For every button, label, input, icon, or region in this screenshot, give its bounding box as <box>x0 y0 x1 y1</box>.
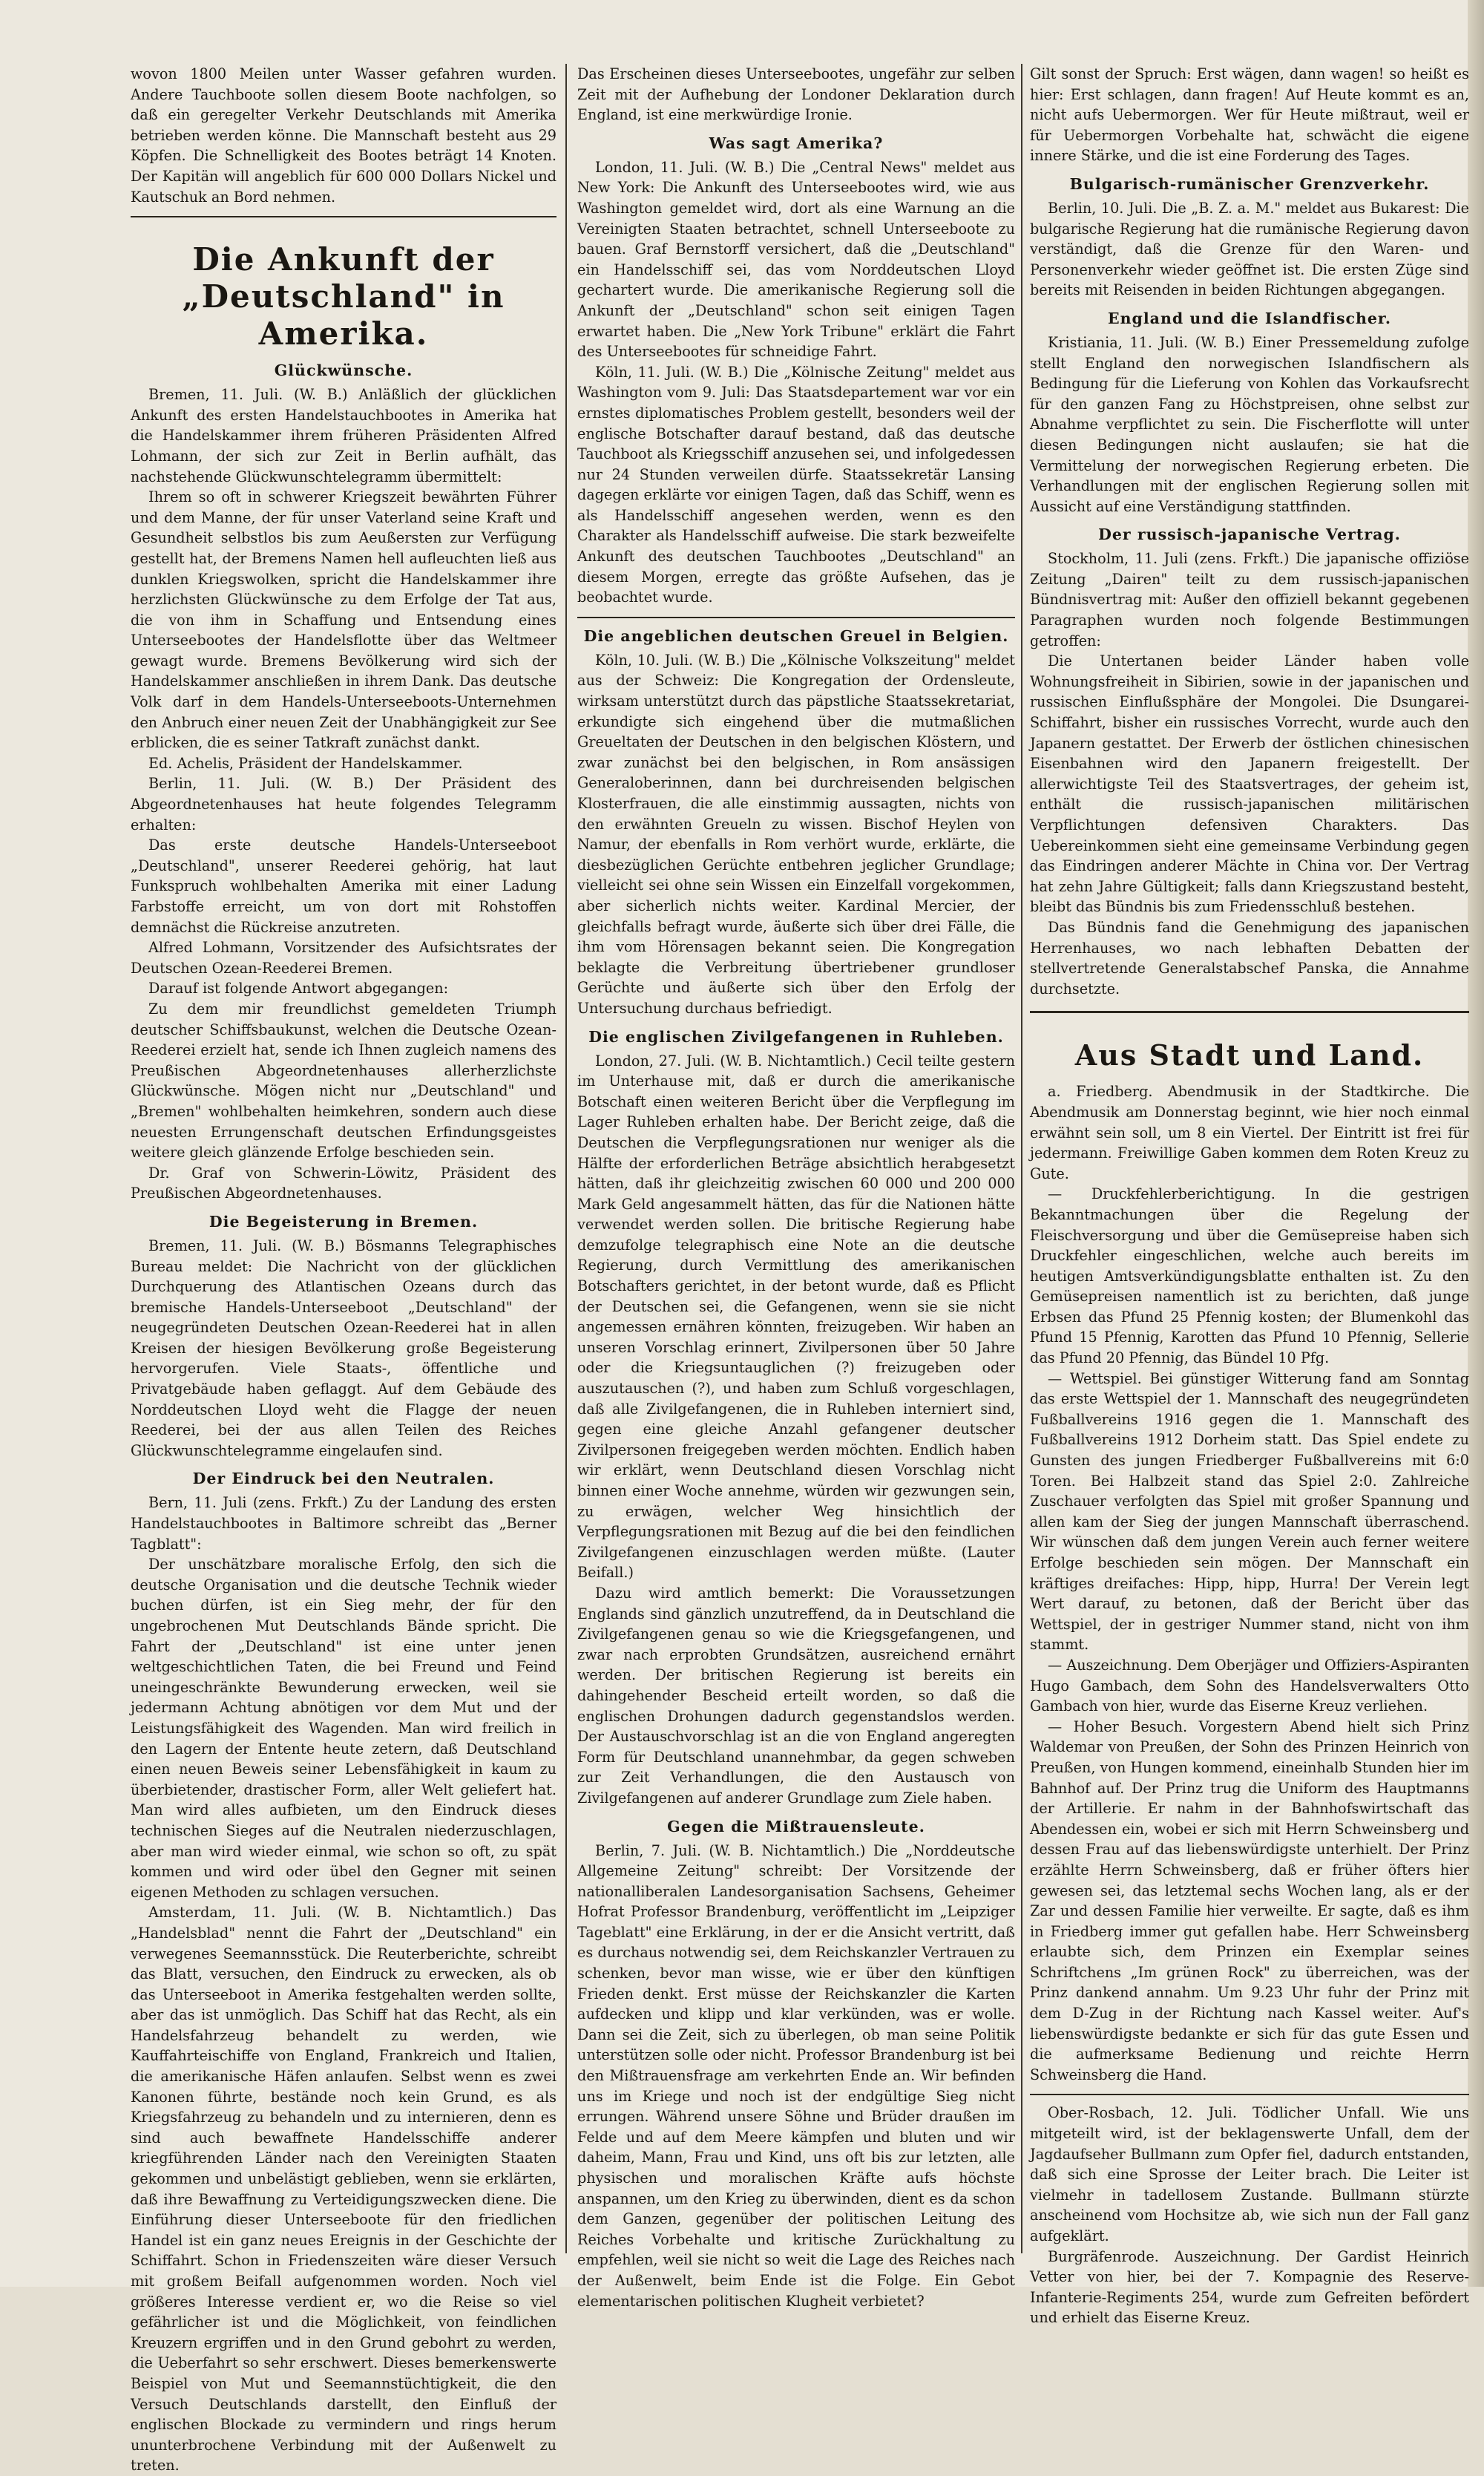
paragraph: Berlin, 10. Juli. Die „B. Z. a. M." meldet aus Bukarest: Die bulgarische Regierung hat die rumänische Regierung davon verständigt, daß die Grenze für den Waren- und Personenverkehr wieder geöffnet ist. Die ersten Züge sind bereits mit Reisenden in beiden Richtungen abgegangen. <box>1030 199 1469 299</box>
paragraph: Köln, 11. Juli. (W. B.) Die „Kölnische Zeitung" meldet aus Washington vom 9. Juli: Das Staatsdepartement war vor ein ernstes diplomatisches Problem gestellt, besonders weil der englische Botschafter darauf bestand, daß das deutsche Tauchboot als Kriegsschiff anzusehen sei, und infolgedessen nur 24 Stunden verweilen dürfe. Staatssekretär Lansing dagegen erklärte vor einigen Tagen, daß das Schiff, wenn es als Handelsschiff angesehen werden, wenn es den Charakter als Handelsschiff aufweise. Die stark bezweifelte Ankunft des deutschen Tauchbootes „Deutschland" an diesem Morgen, erregte das größte Aufsehen, das je beobachtet wurde. <box>577 363 1015 606</box>
paragraph: — Wettspiel. Bei günstiger Witterung fand am Sonntag das erste Wettspiel der 1. Mannschaft des neugegründeten Fußballvereins 1916 gegen die 1. Mannschaft des Fußballvereins 1912 Dorheim statt. Das Spiel endete zu Gunsten des jungen Friedberger Fußballvereins mit 6:0 Toren. Bei Halbzeit stand das Spiel 2:0. Zahlreiche Zuschauer verfolgten das Spiel mit großer Spannung und allen kam der Sieg der jungen Mannschaft überraschend. Wir wünschen daß dem jungen Verein auch ferner weitere Erfolge beschieden sein mögen. Der Mannschaft ein kräftiges dreifaches: Hipp, hipp, Hurra! Der Verein legt Wert darauf, zu betonen, daß der Bericht über das Wettspiel, der in gestriger Nummer stand, nicht von ihm stammt. <box>1030 1369 1469 1654</box>
paragraph: Das erste deutsche Handels-Unterseeboot „Deutschland", unserer Reederei gehörig, hat laut Funkspruch wohlbehalten Amerika mit einer Ladung Farbstoffe erreicht, um von dort mit Rohstoffen demnächst die Rückreise anzutreten. <box>131 836 556 936</box>
subheading: England und die Islandfischer. <box>1108 309 1391 327</box>
paragraph: — Auszeichnung. Dem Oberjäger und Offiziers-Aspiranten Hugo Gambach, dem Sohn des Handelsverwalters Otto Gambach von hier, wurde das Eiserne Kreuz verliehen. <box>1030 1656 1469 1715</box>
paragraph: Berlin, 11. Juli. (W. B.) Der Präsident des Abgeordnetenhauses hat heute folgendes Telegramm erhalten: <box>131 775 556 833</box>
subheading: Was sagt Amerika? <box>709 134 884 152</box>
paragraph: London, 11. Juli. (W. B.) Die „Central News" meldet aus New York: Die Ankunft des Unterseebootes wird, wie aus Washington gemeldet wird, dort als eine Warnung an die Vereinigten Staaten betrachtet, schnell Unterseeboote zu bauen. Graf Bernstorff versichert, daß die „Deutschland" ein Handelsschiff sei, das vom Norddeutschen Lloyd gechartert wurde. Die amerikanische Regierung soll die Ankunft der „Deutschland" schon seit einigen Tagen erwartet haben. Die „New York Tribune" erklärt die Fahrt des Unterseebootes für schneidige Fahrt. <box>577 158 1015 361</box>
column-1 <box>131 64 556 2475</box>
subheading: Die englischen Zivilgefangenen in Ruhleben. <box>588 1027 1004 1046</box>
paragraph: Stockholm, 11. Juli (zens. Frkft.) Die japanische offiziöse Zeitung „Dairen" teilt zu dem russisch-japanischen Bündnisvertrag mit: Außer den offiziell bekannt gegebenen Paragraphen wurden noch folgende Bestimmungen getroffen: <box>1030 550 1469 649</box>
paragraph: Bern, 11. Juli (zens. Frkft.) Zu der Landung des ersten Handelstauchbootes in Baltimore schreibt das „Berner Tagblatt": <box>131 1494 556 1553</box>
paragraph: Bremen, 11. Juli. (W. B.) Bösmanns Telegraphisches Bureau meldet: Die Nachricht von der glücklichen Durchquerung des Atlantischen Ozeans durch das bremische Handels-Unterseeboot „Deutschland" der neugegründeten Deutschen Ozean-Reederei hat in allen Kreisen der hiesigen Bevölkerung große Begeisterung hervorgerufen. Viele Staats-, öffentliche und Privatgebäude haben geflaggt. Auf dem Gebäude des Norddeutschen Lloyd weht die Flagge der neuen Reederei, bei der aus allen Teilen des Reiches Glückwunschtelegramme eingelaufen sind. <box>131 1237 556 1459</box>
signature-line: Dr. Graf von Schwerin-Löwitz, Präsident des Preußischen Abgeordnetenhauses. <box>131 1164 556 1202</box>
column-2 <box>577 64 1015 2310</box>
column-divider <box>1021 64 1022 2253</box>
subheading: Der Eindruck bei den Neutralen. <box>192 1470 495 1488</box>
section-rule <box>131 216 556 217</box>
subheading: Die angeblichen deutschen Greuel in Belgien. <box>583 626 1009 645</box>
paragraph: Ihrem so oft in schwerer Kriegszeit bewährten Führer und dem Manne, der für unser Vaterland seine Kraft und Gesundheit selbstlos bis zum Aeußersten zur Verfügung gestellt hat, der Bremens Namen hell aufleuchten ließ aus dunklen Kriegswolken, spricht die Handelskammer ihre herzlichsten Glückwünsche zu dem Erfolge der Tat aus, die von ihm in Schaffung und Entsendung eines Unterseebootes der Handelsflotte über das Weltmeer gewagt wurde. Bremens Bevölkerung wird sich der Handelskammer anschließen in ihrem Dank. Das deutsche Volk darf in dem Handels-Unterseeboots-Unternehmen den Anbruch einer neuen Zeit der Unabhängigkeit zur See erblicken, die es seiner Tatkraft zunächst dankt. <box>131 488 556 752</box>
paragraph: Kristiania, 11. Juli. (W. B.) Einer Pressemeldung zufolge stellt England den norwegischen Islandfischern als Bedingung für die Lieferung von Kohlen das Vorkaufsrecht für den ganzen Fang zu Höchstpreisen, ohne selbst zur Abnahme verpflichtet zu sein. Die Fischerflotte will unter diesen Bedingungen nicht auslaufen; sie hat die Vermittelung der norwegischen Regierung erbeten. Die Verhandlungen mit der englischen Regierung sollen mit Aussicht auf eine Verständigung stattfinden. <box>1030 333 1469 515</box>
paragraph: Der unschätzbare moralische Erfolg, den sich die deutsche Organisation und die deutsche Technik wieder buchen dürfen, ist ein Sieg mehr, der für den ungebrochenen Mut Deutschlands Bände spricht. Die Fahrt der „Deutschland" ist eine unter jenen weltgeschichtlichen Taten, die bei Freund und Feind uneingeschränkte Bewunderung erwecken, weil sie jedermann Achtung abnötigen vor dem Mut und der Leistungsfähigkeit des Wagenden. Man wird freilich in den Lagern der Entente heute zetern, daß Deutschland einen neuen Beweis seiner Lebensfähigkeit in kaum zu überbietender, drastischer Form, aller Welt geliefert hat. Man wird alles aufbieten, um den Eindruck dieses technischen Sieges auf die Neutralen niederzuschlagen, aber man wird wieder einmal, wie schon so oft, zu spät kommen und wird oder übel den Gegner mit seinen eigenen Methoden zu schlagen versuchen. <box>131 1556 556 1901</box>
paragraph: Gilt sonst der Spruch: Erst wägen, dann wagen! so heißt es hier: Erst schlagen, dann fragen! Auf Heute kommt es an, nicht aufs Uebermorgen. Wer für Heute mißtraut, weil er für Uebermorgen Vorbehalte hat, schwächt die eigene innere Stärke, und die ist eine Forderung des Tages. <box>1030 65 1469 165</box>
paragraph: Amsterdam, 11. Juli. (W. B. Nichtamtlich.) Das „Handelsblad" nennt die Fahrt der „Deutschland" ein verwegenes Seemannsstück. Die Reuterberichte, schreibt das Blatt, versuchen, den Eindruck zu erwecken, als ob das Unterseeboot in Amerika festgehalten werden sollte, aber das ist unmöglich. Das Schiff hat das Recht, als ein Handelsfahrzeug behandelt zu werden, wie Kauffahrteischiffe von England, Frankreich und Italien, die amerikanische Häfen anlaufen. Selbst wenn es zwei Kanonen führte, bestände noch kein Grund, es als Kriegsfahrzeug zu behandeln und zu internieren, denn es sind auch bewaffnete Handelsschiffe anderer kriegführenden Länder nach den Vereinigten Staaten gekommen und unbelästigt geblieben, wenn sie erklärten, daß ihre Bewaffnung zu Verteidigungszwecken diene. Die Einführung dieser Unterseeboote für den friedlichen Handel ist ein ganz neues Ereignis in der Geschichte der Schiffahrt. Schon in Friedenszeiten wäre dieser Versuch mit großem Beifall aufgenommen worden. Noch viel größeres Interesse verdient er, wo die Reise so viel gefährlicher ist und die Möglichkeit, von feindlichen Kreuzern ergriffen und in den Grund gebohrt zu werden, die Ueberfahrt so sehr erschwert. Dieses bemerkenswerte Beispiel von Mut und Seemannstüchtigkeit, die den Versuch Deutschlands darstellt, den Einfluß der englischen Blockade zu vermindern und rings herum ununterbrochene Verbindung mit der Außenwelt zu treten. <box>131 1904 556 2475</box>
subheading: Die Begeisterung in Bremen. <box>209 1212 479 1231</box>
paragraph: Das Bündnis fand die Genehmigung des japanischen Herrenhauses, wo nach lebhaften Debatten der stellvertretende Generalstabschef Panska, die Annahme durchsetzte. <box>1030 918 1469 998</box>
section-headline: Aus Stadt und Land. <box>1074 1038 1425 1072</box>
main-headline: Die Ankunft der „Deutschland" in Amerika. <box>182 241 505 353</box>
signature-line: Ed. Achelis, Präsident der Handelskammer. <box>148 754 463 772</box>
subheading: Bulgarisch-rumänischer Grenzverkehr. <box>1069 174 1430 193</box>
paragraph: Ober-Rosbach, 12. Juli. Tödlicher Unfall. Wie uns mitgeteilt wird, ist der beklagenswerte Unfall, dem der Jagdaufseher Bullmann zum Opfer fiel, dadurch entstanden, daß sich eine Sprosse der Leiter brach. Die Leiter ist vielmehr in tadellosem Zustande. Bullmann stürzte anscheinend vom Hochsitze ab, wie sich nun der Fall ganz aufgeklärt. <box>1030 2104 1469 2244</box>
section-rule <box>577 617 1015 618</box>
paragraph: London, 27. Juli. (W. B. Nichtamtlich.) Cecil teilte gestern im Unterhause mit, daß er durch die amerikanische Botschaft einen weiteren Bericht über die Verpflegung im Lager Ruhleben erhalten habe. Der Bericht zeige, daß die Deutschen die Verpflegungsrationen nur weniger als die Hälfte der erforderlichen Beträge absichtlich herabgesetzt hätten, daß ihr gleichzeitig zwischen 60 000 und 200 000 Mark Geld angesammelt hätten, das für die Nationen hätte verwendet werden sollen. Die britische Regierung habe demzufolge telegraphisch eine Note an die deutsche Regierung, durch Vermittlung des amerikanischen Botschafters gerichtet, in der betont wurde, daß es Pflicht der Deutschen sei, die Gefangenen, wenn sie sie nicht angemessen ernähren könnten, freizugeben. Wir haben an unseren Vorschlag erinnert, Zivilpersonen über 50 Jahre oder die Kriegsuntauglichen (?) freizugeben oder auszutauschen (?), und haben zum Schluß vorgeschlagen, daß alle Zivilgefangenen, die in Ruhleben interniert sind, gegen eine gleiche Anzahl gefangener deutscher Zivilpersonen freigegeben werden möchten. Endlich haben wir erklärt, wenn Deutschland diesen Vorschlag nicht binnen einer Woche annehme, würden wir gezwungen sein, zu erwägen, welcher Weg hinsichtlich der Verpflegungsrationen mit Bezug auf die bei den feindlichen Zivilgefangenen einzuschlagen werden müßte. (Lauter Beifall.) <box>577 1052 1015 1582</box>
subheading: Glückwünsche. <box>274 361 413 380</box>
column-3 <box>1030 64 1469 2327</box>
paragraph: Die Untertanen beider Länder haben volle Wohnungsfreiheit in Sibirien, sowie in der japanischen und russischen Einflußsphäre der Mongolei. Die Dsungarei-Schiffahrt, bisher ein russisches Vorrecht, wurde auch den Japanern gestattet. Der Erwerb der östlichen chinesischen Eisenbahnen wird den Japanern freigestellt. Der allerwichtigste Teil des Staatsvertrages, der geheim ist, enthält die russisch-japanischen militärischen Verpflichtungen defensiven Charakters. Das Uebereinkommen sieht eine gemeinsame Verbindung gegen das Eindringen anderer Mächte in China vor. Der Vertrag hat zehn Jahre Gültigkeit; falls dann Kriegszustand besteht, bleibt das Bündnis bis zum Friedensschluß bestehen. <box>1030 652 1469 916</box>
paragraph: Dazu wird amtlich bemerkt: Die Voraussetzungen Englands sind gänzlich unzutreffend, da in Deutschland die Zivilgefangenen genau so wie die Kriegsgefangenen, und zwar nach erprobten Grundsätzen, ausreichend ernährt werden. Der britischen Regierung ist bereits ein dahingehender Bescheid erteilt worden, so daß die englischen Drohungen dadurch gegenstandslos werden. Der Austauschvorschlag ist an die von England angeregten Form für Deutschland unannehmbar, da gegen schweben zur Zeit Verhandlungen, die den Austausch von Zivilgefangenen auf anderer Grundlage zum Ziele haben. <box>577 1584 1015 1807</box>
paragraph: Köln, 10. Juli. (W. B.) Die „Kölnische Volkszeitung" meldet aus der Schweiz: Die Kongregation der Ordensleute, wirksam unterstützt durch das päpstliche Staatssekretariat, erkundigte sich eingehend über die mutmaßlichen Greueltaten der Deutschen in den belgischen Klöstern, und zwar zunächst bei den belgischen, in Rom ansässigen Generaloberinnen, dann bei durchreisenden belgischen Klosterfrauen, die alle einstimmig aussagten, nichts von den erwähnten Greueln zu wissen. Bischof Heylen von Namur, der ebenfalls in Rom verhört wurde, erklärte, die diesbezüglichen Gerüchte entbehren jeglicher Grundlage; vielleicht sei ohne sein Wissen ein Einzelfall vorgekommen, aber sicherlich nichts weiter. Kardinal Mercier, der gleichfalls befragt wurde, äußerte sich über drei Fälle, die ihm vom Hörensagen bekannt seien. Die Kongregation beklagte die Verbreitung übertriebener grundloser Gerüchte und äußerte sich über den Erfolg der Untersuchung durchaus befriedigt. <box>577 651 1015 1017</box>
paragraph: Bremen, 11. Juli. (W. B.) Anläßlich der glücklichen Ankunft des ersten Handelstauchbootes in Amerika hat die Handelskammer ihrem früheren Präsidenten Alfred Lohmann, der sich zur Zeit in Berlin aufhält, das nachstehende Glückwunschtelegramm übermittelt: <box>131 386 556 485</box>
paragraph: Das Erscheinen dieses Unterseebootes, ungefähr zur selben Zeit mit der Aufhebung der Londoner Deklaration durch England, ist eine merkwürdige Ironie. <box>577 65 1015 124</box>
paragraph: — Druckfehlerberichtigung. In die gestrigen Bekanntmachungen über die Regelung der Fleischversorgung und über die Gemüsepreise haben sich Druckfehler eingeschlichen, welche auch bereits im heutigen Amtsverkündigungsblatte enthalten ist. Zu den Gemüsepreisen namentlich ist zu berichten, daß junge Erbsen das Pfund 25 Pfennig kosten; der Blumenkohl das Pfund 15 Pfennig, Karotten das Pfund 10 Pfennig, Sellerie das Pfund 20 Pfennig, das Bündel 10 Pfg. <box>1030 1185 1469 1367</box>
signature-line: Alfred Lohmann, Vorsitzender des Aufsichtsrates der Deutschen Ozean-Reederei Bremen. <box>131 939 556 977</box>
paragraph: wovon 1800 Meilen unter Wasser gefahren wurden. Andere Tauchboote sollen diesem Boote nachfolgen, so daß ein geregelter Verkehr Deutschlands mit Amerika betrieben werden könne. Die Mannschaft besteht aus 29 Köpfen. Die Schnelligkeit des Bootes beträgt 14 Knoten. Der Kapitän will angeblich für 600 000 Dollars Nickel und Kautschuk an Bord nehmen. <box>131 65 556 206</box>
paragraph: Burgräfenrode. Auszeichnung. Der Gardist Heinrich Vetter von hier, bei der 7. Kompagnie des Reserve-Infanterie-Regiments 254, wurde zum Gefreiten befördert und erhielt das Eiserne Kreuz. <box>1030 2247 1469 2327</box>
subheading: Der russisch-japanische Vertrag. <box>1098 525 1401 544</box>
subheading: Gegen die Mißtrauensleute. <box>667 1817 925 1835</box>
paragraph: Darauf ist folgende Antwort abgegangen: <box>148 980 449 998</box>
paragraph: — Hoher Besuch. Vorgestern Abend hielt sich Prinz Waldemar von Preußen, der Sohn des Prinzen Heinrich von Preußen, von Hungen kommend, eineinhalb Stunden hier im Bahnhof auf. Der Prinz trug die Uniform des Hauptmanns der Artillerie. Er nahm in der Bahnhofswirtschaft das Abendessen ein, wobei er sich mit Herrn Schweinsberg und dessen Frau auf das liebenswürdigste unterhielt. Der Prinz erzählte Herrn Schweinsberg, daß er früher öfters hier gewesen sei, das letztemal sechs Wochen lang, als er der Zar und dessen Familie hier verweilte. Er sagte, daß es ihm in Friedberg immer gut gefallen habe. Herr Schweinsberg erlaubte sich, dem Prinzen ein Exemplar seines Schriftchens „Im grünen Rock" zu überreichen, was der Prinz dankend annahm. Um 9.23 Uhr fuhr der Prinz mit dem D-Zug in der Richtung nach Kassel weiter. Auf's liebenswürdigste bedankte er sich für das gute Essen und die aufmerksame Bedienung und reichte Herrn Schweinsberg die Hand. <box>1030 1717 1469 2083</box>
section-rule <box>1030 2094 1469 2095</box>
column-divider <box>565 64 567 2253</box>
paragraph: Berlin, 7. Juli. (W. B. Nichtamtlich.) Die „Norddeutsche Allgemeine Zeitung" schreibt: Der Vorsitzende der nationalliberalen Landesorganisation Sachsens, Geheimer Hofrat Professor Brandenburg, veröffentlicht im „Leipziger Tageblatt" eine Erklärung, in der er die Ansicht vertritt, daß es durchaus notwendig sei, dem Reichskanzler Vertrauen zu schenken, bevor man wisse, wie er über den künftigen Frieden denkt. Erst müsse der Reichskanzler die Karten aufdecken und klipp und klar verkünden, was er wolle. Dann sei die Zeit, sich zu überlegen, ob man seine Politik unterstützen solle oder nicht. Professor Brandenburg ist bei den Mißtrauensfrage am verkehrten Ende an. Wir befinden uns im Kriege und noch ist der endgültige Sieg nicht errungen. Während unsere Söhne und Brüder draußen im Felde und auf dem Meere kämpfen und bluten und wir daheim, Mann, Frau und Kind, uns oft bis zur letzten, alle physischen und moralischen Kräfte aufs höchste anspannen, um den Krieg zu überwinden, dient es da schon dem Ganzen, gegenüber der politischen Leitung des Reiches Vorbehalte und kritische Zurückhaltung zu empfehlen, weil sie nicht so weit die Lage des Reiches nach der Außenwelt, beim Ende ist die Folge. Ein Gebot elementarischen politischen Klugheit verbietet? <box>577 1841 1015 2310</box>
page-edge <box>1468 0 1484 2287</box>
paragraph: a. Friedberg. Abendmusik in der Stadtkirche. Die Abendmusik am Donnerstag beginnt, wie hier noch einmal erwähnt sein soll, um 8 ein Viertel. Der Eintritt ist frei für jedermann. Freiwillige Gaben kommen dem Roten Kreuz zu Gute. <box>1030 1083 1469 1182</box>
paragraph: Zu dem mir freundlichst gemeldeten Triumph deutscher Schiffsbaukunst, welchen die Deutsche Ozean-Reederei erzielt hat, sende ich Ihnen zugleich namens des Preußischen Abgeordnetenhauses allerherzlichste Glückwünsche. Mögen nicht nur „Deutschland" und „Bremen" wohlbehalten heimkehren, sondern auch diese neuesten Errungenschaft deutschen Erfindungsgeistes weitere gleich glänzende Erfolge beschieden sein. <box>131 1000 556 1162</box>
section-rule <box>1030 1011 1469 1013</box>
